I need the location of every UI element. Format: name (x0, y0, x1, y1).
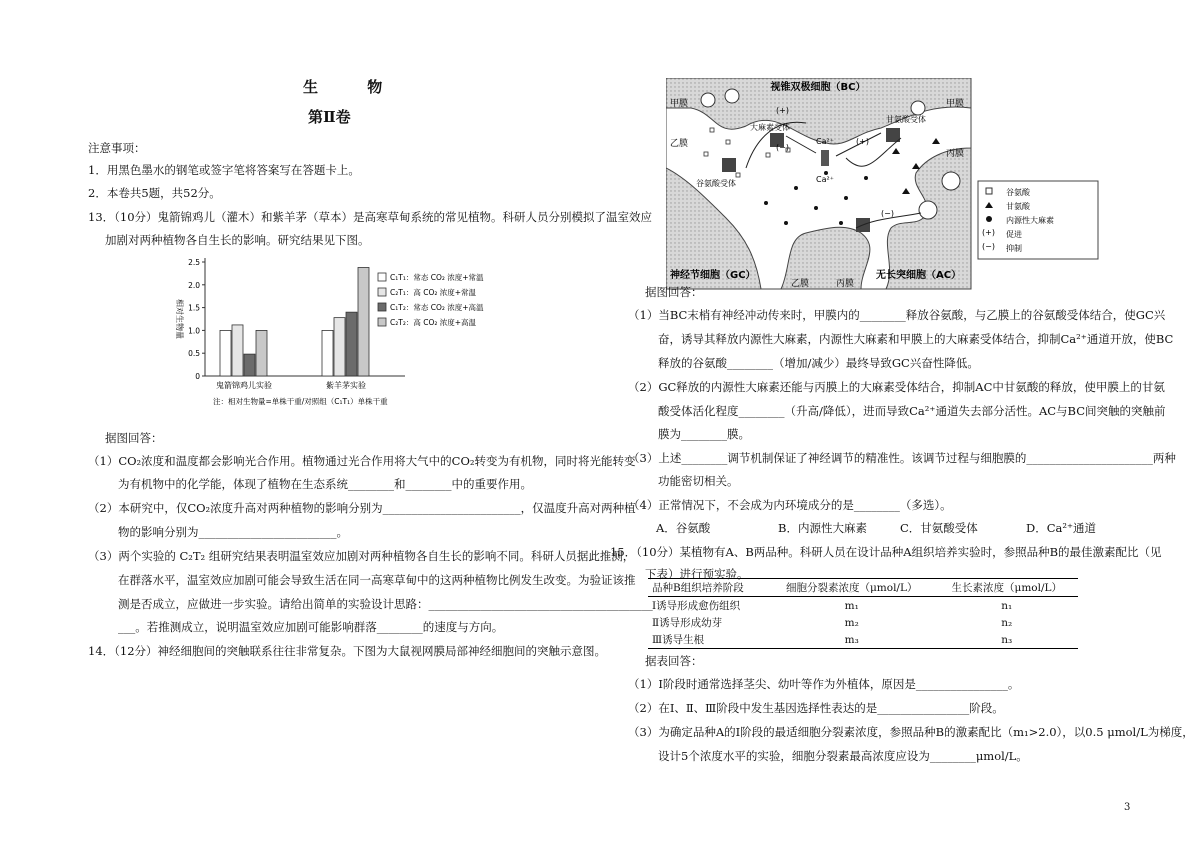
q13-q2-line1: （2）本研究中，仅CO₂浓度升高对两种植物的影响分别为________________________，仅温度升高对两种植 (88, 501, 636, 515)
glycine-receptor-icon (886, 128, 900, 142)
bar (322, 330, 333, 376)
note-2: 2．本卷共5题，共52分。 (88, 186, 221, 200)
note-1: 1．用黑色墨水的钢笔或签字笔将答案写在答题卡上。 (88, 163, 360, 177)
q13-q3-line2: 在群落水平，温室效应加剧可能会导致生活在同一高寒草甸中的这两种植物比例发生改变。为验证该推 (118, 573, 636, 587)
subject-title: 生 物 (303, 78, 405, 96)
q14-q1-line1: （1）当BC末梢有神经冲动传来时，甲膜内的________释放谷氨酸，与乙膜上的谷氨酸受体结合，使GC兴 (628, 308, 1166, 322)
bar (232, 325, 243, 376)
q13-q1-line1: （1）CO₂浓度和温度都会影响光合作用。植物通过光合作用将大气中的CO₂转变为有机物，同时将光能转变 (88, 454, 636, 468)
legend-swatch (378, 318, 386, 326)
q14-option-a: A．谷氨酸 (656, 521, 711, 535)
bar (346, 312, 357, 376)
q14-option-d: D．Ca²⁺通道 (1026, 521, 1097, 535)
q13-q2-line2: 物的影响分别为________________________。 (118, 525, 348, 539)
table-row (648, 597, 1078, 615)
q14-q2-line1: （2）GC释放的内源性大麻素还能与丙膜上的大麻素受体结合，抑制AC中甘氨酸的释放，使甲膜上的甘氨 (628, 380, 1165, 394)
q14-q3-line1: （3）上述________调节机制保证了神经调节的精准性。该调节过程与细胞膜的______________________两种 (628, 451, 1176, 465)
q14-q4-line1: （4）正常情况下，不会成为内环境成分的是________（多选）。 (628, 498, 952, 512)
legend-swatch (378, 273, 386, 281)
bc-label: 视锥双极细胞（BC） (770, 82, 866, 93)
table-row (648, 631, 1078, 649)
diagram-legend (978, 181, 1098, 259)
bar (334, 318, 345, 376)
table-cell: n₃ (1001, 633, 1013, 646)
legend-glycine: 甘氨酸 (1006, 202, 1030, 211)
bar (358, 267, 369, 376)
ac-label: 无长突细胞（AC） (876, 270, 962, 281)
q15-q3-line1: （3）为确定品种A的Ⅰ阶段的最适细胞分裂素浓度，参照品种B的激素配比（m₁>2.0），以0.5 μmol/L为梯度， (628, 725, 1194, 739)
membrane-yi-left: 乙膜 (670, 139, 689, 149)
table-cell: m₁ (844, 599, 859, 612)
legend-inhibit: 抑制 (1006, 244, 1022, 253)
q14-q1-line3: 释放的谷氨酸________（增加/减少）最终导致GC兴奋性降低。 (658, 356, 979, 370)
promote-label-2: (+) (856, 137, 869, 146)
synapse-diagram (666, 78, 1102, 291)
y-tick-label: 2.0 (188, 280, 200, 290)
y-tick-label: 2.5 (188, 258, 200, 267)
table-cell: n₂ (1001, 616, 1013, 629)
gc-label: 神经节细胞（GC） (670, 270, 756, 281)
x-category-label: 鬼箭锦鸡儿实验 (216, 381, 272, 390)
membrane-bing-bottom: 丙膜 (836, 279, 855, 289)
glutamate-receptor-icon (722, 158, 736, 172)
q15-stem-2: 下表）进行预实验。 (645, 567, 749, 581)
table-header-cytokinin: 细胞分裂素浓度（μmol/L） (785, 582, 918, 594)
x-category-label: 紫羊茅实验 (326, 381, 366, 390)
legend-glutamate: 谷氨酸 (1006, 188, 1030, 197)
bar (244, 354, 255, 376)
q14-option-b: B．内源性大麻素 (778, 521, 867, 535)
q15-table-intro: 据表回答： (645, 654, 703, 668)
q13-q3-line3: 测是否成立，应做进一步实验。请给出简单的实验设计思路：_______________________________________ (118, 597, 653, 611)
inhibit-label-1: (−) (776, 143, 789, 152)
y-tick-label: 0.5 (188, 349, 200, 359)
q15-q3-line2: 设计5个浓度水平的实验，细胞分裂素最高浓度应设为________μmol/L。 (658, 749, 1028, 763)
bar (256, 330, 267, 376)
membrane-jia-left: 甲膜 (670, 99, 689, 109)
bar (220, 330, 231, 376)
q13-chart-intro: 据图回答： (105, 431, 163, 445)
y-tick-label: 0 (195, 372, 200, 381)
q13-q3-line1: （3）两个实验的 C₂T₂ 组研究结果表明温室效应加剧对两种植物各自生长的影响不同。科研人员据此推测， (88, 549, 635, 563)
q14-q2-line2: 酸受体活化程度________（升高/降低），进而导致Ca²⁺通道失去部分活性。AC与BC间突触的突触前 (658, 404, 1166, 418)
ca-label-top: Ca²⁺ (816, 137, 834, 146)
table-row (648, 614, 1078, 631)
notes-heading: 注意事项： (88, 141, 146, 155)
volume-title: 第Ⅱ卷 (308, 108, 351, 126)
q14-q3-line2: 功能密切相关。 (658, 474, 739, 488)
inhibit-label-2: (−) (881, 209, 894, 218)
q14-chart-intro: 据图回答： (645, 285, 703, 299)
q14-option-c: C．甘氨酸受体 (900, 521, 978, 535)
q13-stem-1: 13．（10分）鬼箭锦鸡儿（灌木）和紫羊茅（草本）是高寒草甸系统的常见植物。科研人员分别模拟了温室效应 (88, 210, 653, 224)
legend-swatch (378, 303, 386, 311)
q15-stem-1: 15．（10分）某植物有A、B两品种。科研人员在设计品种A组织培养实验时，参照品种B的最佳激素配比（见 (610, 545, 1162, 559)
hormone-ratio-table (648, 578, 1078, 649)
cannabinoid-receptor-label: 大麻素受体 (750, 123, 790, 132)
membrane-yi-bottom: 乙膜 (791, 279, 810, 289)
legend-promote: 促进 (1006, 230, 1022, 239)
ca-label-bottom: Ca²⁺ (816, 175, 834, 184)
q14-q2-line3: 膜为________膜。 (658, 427, 750, 441)
glutamate-receptor-label: 谷氨酸受体 (696, 179, 736, 188)
legend-label: C₂T₂：高 CO₂ 浓度+高温 (390, 318, 477, 327)
table-cell: Ⅱ诱导形成幼芽 (652, 617, 723, 629)
q14-stem: 14．（12分）神经细胞间的突触联系往往非常复杂。下图为大鼠视网膜局部神经细胞间的突触示意图。 (88, 644, 607, 658)
table-cell: m₃ (844, 633, 859, 646)
page-number: 3 (1124, 802, 1131, 813)
legend-swatch (378, 288, 386, 296)
q13-q3-line4: ___。若推测成立，说明温室效应加剧可能影响群落________的速度与方向。 (118, 620, 504, 634)
q13-q1-line2: 为有机物中的化学能，体现了植物在生态系统________和________中的重要作用。 (118, 477, 532, 491)
membrane-jia-right: 甲膜 (946, 99, 965, 109)
q15-q1: （1）Ⅰ阶段时通常选择茎尖、幼叶等作为外植体，原因是________________。 (628, 677, 1020, 691)
table-cell: m₂ (844, 616, 859, 629)
membrane-bing-right: 丙膜 (946, 149, 965, 159)
legend-cannabinoid: 内源性大麻素 (1006, 216, 1054, 225)
legend-label: C₂T₁：高 CO₂ 浓度+常温 (390, 288, 477, 297)
chart-note: 注：相对生物量=单株干重/对照组（C₁T₁）单株干重 (213, 397, 388, 406)
legend-label: C₁T₁：常态 CO₂ 浓度+常温 (390, 273, 484, 282)
table-cell: Ⅰ诱导形成愈伤组织 (652, 600, 741, 612)
table-cell: n₁ (1001, 599, 1013, 612)
legend-promote-symbol: (+) (982, 228, 995, 237)
legend-label: C₁T₂：常态 CO₂ 浓度+高温 (390, 303, 484, 312)
glycine-receptor-label: 甘氨酸受体 (886, 115, 926, 124)
legend-inhibit-symbol: (−) (982, 242, 995, 251)
table-header-row (648, 579, 1078, 597)
table-header-stage: 品种B组织培养阶段 (652, 582, 744, 594)
biomass-bar-chart (143, 250, 503, 415)
promote-label-1: (+) (776, 106, 789, 115)
y-tick-label: 1.5 (188, 303, 200, 313)
table-cell: Ⅲ诱导生根 (652, 634, 705, 646)
q14-q1-line2: 奋，诱导其释放内源性大麻素，内源性大麻素和甲膜上的大麻素受体结合，抑制Ca²⁺通道开放，使BC (658, 332, 1174, 346)
q13-stem-2: 加剧对两种植物各自生长的影响。研究结果见下图。 (105, 233, 370, 247)
y-tick-label: 1.0 (188, 326, 200, 336)
table-header-auxin: 生长素浓度（μmol/L） (951, 582, 1063, 594)
q15-q2: （2）在Ⅰ、Ⅱ、Ⅲ阶段中发生基因选择性表达的是________________阶段。 (628, 701, 1004, 715)
ca-channel-icon (821, 150, 829, 166)
y-axis-label: 相对生物量 (175, 299, 184, 339)
